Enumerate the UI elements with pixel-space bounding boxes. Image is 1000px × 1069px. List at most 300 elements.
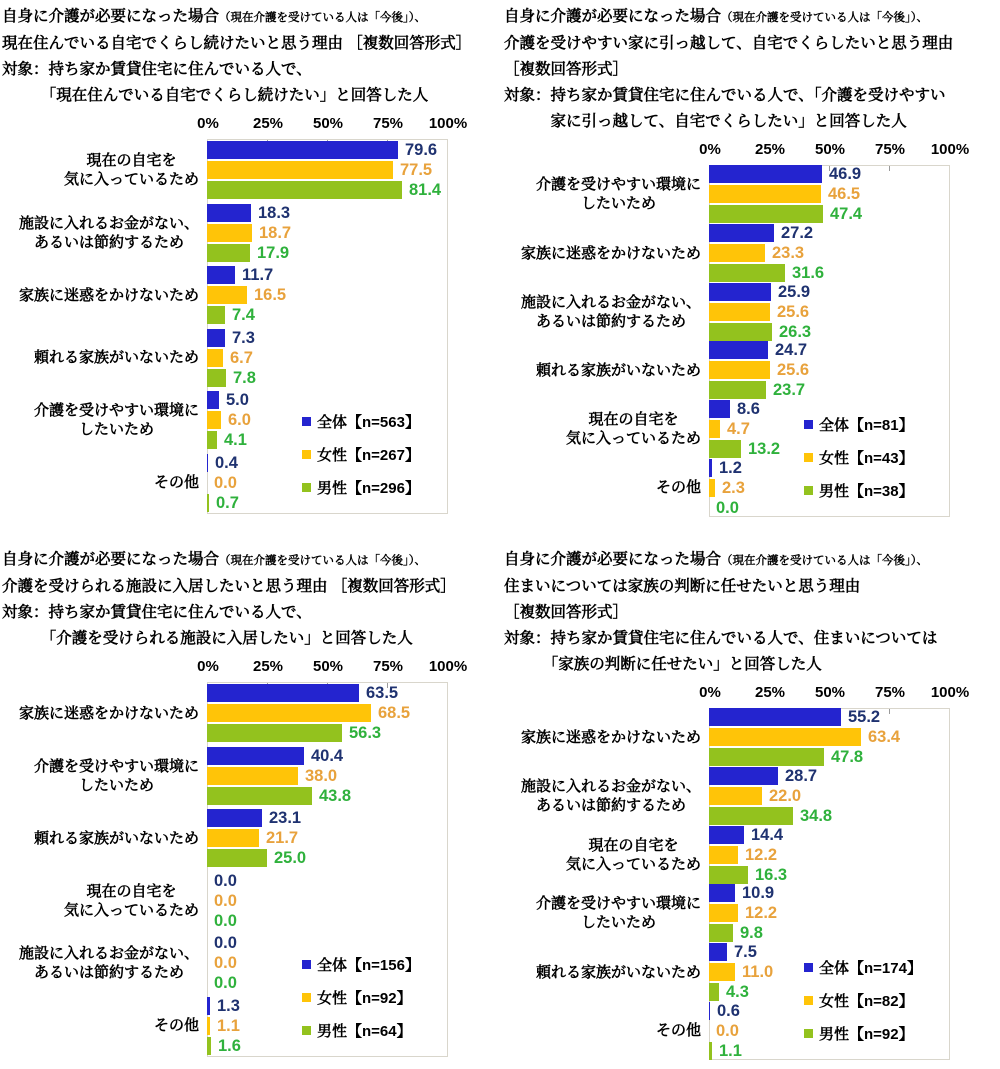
bar-全体 — [709, 1002, 710, 1020]
category-label-text — [536, 894, 701, 932]
value-label: 10.9 — [742, 884, 775, 903]
chart-title-text: 「現在住んでいる自宅でくらし続けたい」と回答した人 — [2, 87, 429, 104]
category-group — [2, 870, 498, 933]
axis-tick-label: 25% — [252, 115, 284, 132]
category-group — [2, 202, 498, 265]
bar-row — [709, 807, 949, 825]
category-label — [504, 175, 709, 213]
value-label: 18.3 — [258, 203, 291, 222]
category-label — [504, 410, 709, 448]
chart-title-line — [2, 4, 498, 31]
category-label-text — [34, 348, 199, 367]
bar-男性 — [709, 924, 733, 942]
bar-row — [709, 283, 949, 301]
bar-男性 — [207, 306, 225, 324]
value-label: 34.8 — [800, 807, 833, 825]
bar-row — [207, 306, 447, 324]
legend-label: 男性【n=92】 — [819, 1025, 914, 1043]
category-label-line: あるいは節約するため — [535, 312, 686, 330]
bar-男性 — [207, 787, 312, 805]
category-group — [504, 825, 1000, 884]
chart-module-move-care-facility — [2, 547, 498, 1057]
category-label — [504, 836, 709, 874]
category-label-line: その他 — [153, 1017, 199, 1035]
value-label: 0.6 — [717, 1001, 740, 1020]
category-label-line: その他 — [655, 1022, 701, 1040]
chart-title-line — [2, 31, 498, 57]
bar-row — [709, 341, 949, 359]
value-label: 1.6 — [218, 1036, 241, 1055]
bar-row — [207, 391, 447, 409]
value-label: 25.6 — [777, 302, 810, 321]
bar-row — [709, 361, 949, 379]
category-label-text — [536, 963, 701, 982]
axis-tick-label: 25% — [754, 141, 786, 158]
bar-男性 — [709, 866, 748, 884]
bar-女性 — [207, 1017, 210, 1035]
category-bars — [709, 283, 949, 341]
value-label: 16.5 — [254, 286, 287, 305]
bar-全体 — [207, 141, 398, 159]
value-label: 25.0 — [274, 849, 307, 868]
bar-全体 — [207, 747, 304, 765]
bar-全体 — [709, 283, 771, 301]
value-label: 46.5 — [828, 185, 861, 204]
category-group — [2, 682, 498, 745]
bar-row — [207, 912, 447, 930]
chart-title-text: 対象：持ち家か賃貸住宅に住んでいる人で、 — [2, 604, 312, 621]
chart-title-line — [2, 83, 498, 109]
bar-全体 — [207, 809, 262, 827]
bar-全体 — [709, 459, 712, 477]
chart-title-line — [2, 57, 498, 83]
bar-row — [207, 181, 447, 199]
value-label: 14.4 — [751, 825, 784, 844]
bar-全体 — [207, 329, 225, 347]
category-label — [2, 1016, 207, 1035]
bar-女性 — [709, 420, 720, 438]
category-group — [504, 165, 1000, 224]
x-axis — [504, 140, 1000, 162]
category-label-line: 気に入っているため — [565, 430, 701, 448]
value-label: 0.0 — [716, 498, 739, 517]
chart-title-text: （現在介護を受けている人は「今後」）、 — [219, 555, 427, 567]
value-label: 7.3 — [232, 328, 255, 347]
chart-title — [2, 547, 498, 652]
category-label-line: 家族に迷惑をかけないため — [520, 244, 701, 262]
chart-title-text: 対象：持ち家か賃貸住宅に住んでいる人で、 — [2, 61, 312, 78]
value-label: 1.3 — [217, 996, 240, 1015]
bar-row — [709, 787, 949, 805]
value-label: 2.3 — [722, 478, 745, 497]
chart-module-family-decision — [504, 547, 1000, 1060]
category-label — [2, 704, 207, 723]
bar-女性 — [207, 349, 223, 367]
bar-row — [207, 161, 447, 179]
bar-女性 — [207, 161, 393, 179]
chart-area — [504, 140, 1000, 517]
bar-男性 — [709, 1042, 712, 1060]
category-group — [504, 400, 1000, 459]
chart-title-line — [504, 57, 1000, 83]
legend-marker-全体 — [302, 417, 311, 426]
axis-tick-label: 50% — [814, 684, 846, 701]
bar-全体 — [709, 224, 774, 242]
value-label: 18.7 — [259, 223, 292, 242]
bar-row — [709, 303, 949, 321]
category-label-line: 介護を受けやすい環境に — [33, 402, 199, 420]
bar-row — [709, 224, 949, 242]
bar-全体 — [709, 826, 744, 844]
legend-item — [804, 447, 914, 467]
category-label-line: その他 — [655, 479, 701, 497]
chart-title-text: 介護を受けられる施設に入居したいと思う理由 ［複数回答形式］ — [2, 578, 456, 595]
bar-女性 — [207, 829, 259, 847]
bar-row — [709, 866, 949, 884]
category-label — [2, 757, 207, 795]
plot-body — [504, 708, 1000, 1060]
bar-row — [207, 329, 447, 347]
bar-全体 — [709, 708, 841, 726]
category-label-line: 施設に入れるお金がない、 — [520, 293, 701, 311]
bar-row — [709, 205, 949, 223]
category-label — [504, 293, 709, 331]
legend-label: 全体【n=81】 — [819, 416, 914, 434]
bar-男性 — [709, 264, 785, 282]
chart-title-text: （現在介護を受けている人は「今後」）、 — [721, 555, 929, 567]
axis-tick-label: 100% — [428, 115, 468, 132]
value-label: 13.2 — [748, 440, 781, 459]
bar-row — [207, 872, 447, 890]
bar-row — [709, 826, 949, 844]
chart-module-stay-in-current-home — [2, 4, 498, 514]
bar-男性 — [207, 494, 209, 512]
category-label-text — [19, 944, 199, 982]
category-group — [2, 807, 498, 870]
x-axis — [504, 683, 1000, 705]
value-label: 4.3 — [726, 983, 749, 1002]
value-label: 12.2 — [745, 845, 778, 864]
chart-title-text: 「介護を受けられる施設に入居したい」と回答した人 — [2, 630, 413, 647]
chart-title-text: ［複数回答形式］ — [504, 604, 629, 621]
category-label-line: 気に入っているため — [63, 901, 199, 919]
bar-row — [207, 286, 447, 304]
value-label: 7.8 — [233, 368, 256, 387]
bar-女性 — [709, 303, 770, 321]
value-label: 21.7 — [266, 829, 299, 848]
bar-全体 — [709, 165, 822, 183]
axis-tick-label: 50% — [312, 658, 344, 675]
bar-男性 — [709, 205, 823, 223]
bar-男性 — [207, 1037, 211, 1055]
category-group — [2, 995, 498, 1058]
bar-groups — [2, 682, 498, 1057]
bar-男性 — [709, 323, 772, 341]
axis-tick-label: 100% — [930, 141, 970, 158]
axis-tick-label: 25% — [754, 684, 786, 701]
plot-body — [2, 139, 498, 514]
value-label: 26.3 — [779, 322, 812, 341]
chart-title-line — [504, 652, 1000, 678]
category-bars — [709, 767, 949, 825]
category-group — [504, 1001, 1000, 1060]
value-label: 0.4 — [215, 453, 238, 472]
bar-row — [709, 924, 949, 942]
chart-title-text: ［複数回答形式］ — [504, 61, 629, 78]
category-label-line: したいため — [580, 914, 656, 932]
category-label-text — [656, 478, 701, 497]
category-label-line: 施設に入れるお金がない、 — [520, 778, 701, 795]
value-label: 12.2 — [745, 904, 778, 923]
legend-item — [302, 477, 420, 497]
category-label — [504, 777, 709, 815]
bar-row — [709, 708, 949, 726]
legend-label: 男性【n=64】 — [317, 1022, 412, 1040]
bar-groups — [504, 165, 1000, 517]
value-label: 6.0 — [228, 411, 251, 430]
chart-title-text: 住まいについては家族の判断に任せたいと思う理由 — [504, 578, 861, 595]
chart-title — [504, 547, 1000, 678]
category-label — [2, 944, 207, 982]
bar-row — [207, 369, 447, 387]
chart-title-text: 介護を受けやすい家に引っ越して、自宅でくらしたいと思う理由 — [504, 35, 954, 52]
value-label: 23.7 — [773, 381, 806, 400]
bar-row — [207, 724, 447, 742]
legend-marker-男性 — [302, 1026, 311, 1035]
category-label — [504, 728, 709, 747]
chart-module-move-care-friendly-home — [504, 4, 1000, 517]
category-label — [504, 1021, 709, 1040]
chart-title-line — [504, 83, 1000, 109]
value-label: 0.7 — [216, 493, 239, 512]
category-label-line: 施設に入れるお金がない、 — [18, 214, 199, 232]
bar-女性 — [709, 963, 735, 981]
bar-男性 — [207, 849, 267, 867]
value-label: 23.1 — [269, 809, 302, 828]
category-label-line: 家族に迷惑をかけないため — [18, 704, 199, 722]
category-label-line: 介護を受けやすい環境に — [535, 176, 701, 194]
bar-row — [207, 204, 447, 222]
category-label — [2, 348, 207, 367]
legend — [302, 954, 420, 1040]
value-label: 16.3 — [755, 865, 788, 884]
bar-row — [207, 244, 447, 262]
chart-title — [2, 4, 498, 109]
category-bars — [207, 141, 447, 199]
bar-女性 — [709, 846, 738, 864]
axis-tick-label: 50% — [814, 141, 846, 158]
category-group — [504, 884, 1000, 943]
bar-男性 — [709, 748, 824, 766]
category-label-line: 現在の自宅を — [588, 411, 679, 429]
bar-row — [207, 224, 447, 242]
category-label — [2, 151, 207, 189]
category-bars — [709, 708, 949, 766]
axis-tick-label: 75% — [874, 141, 906, 158]
category-label-text — [34, 829, 199, 848]
category-bars — [709, 884, 949, 942]
bar-女性 — [709, 904, 738, 922]
category-label — [504, 478, 709, 497]
value-label: 47.4 — [830, 205, 863, 224]
bar-row — [207, 934, 447, 952]
plot-body — [2, 682, 498, 1057]
value-label: 25.9 — [778, 282, 811, 301]
legend-marker-全体 — [302, 960, 311, 969]
bar-全体 — [207, 997, 210, 1015]
bar-row — [709, 381, 949, 399]
category-label-line: 家族に迷惑をかけないため — [18, 286, 199, 304]
axis-tick-label: 0% — [197, 658, 219, 675]
value-label: 7.4 — [232, 306, 255, 325]
category-label-line: 現在の自宅を — [86, 882, 177, 900]
chart-title-line — [504, 600, 1000, 626]
bar-row — [207, 892, 447, 910]
legend-item — [804, 957, 922, 977]
legend-item — [302, 411, 420, 431]
bar-男性 — [709, 983, 719, 1001]
bar-男性 — [207, 724, 342, 742]
category-label-text — [19, 704, 199, 723]
bar-row — [207, 809, 447, 827]
value-label: 63.4 — [868, 728, 901, 747]
bar-全体 — [709, 943, 727, 961]
bar-男性 — [207, 431, 217, 449]
value-label: 4.7 — [727, 420, 750, 439]
value-label: 68.5 — [378, 704, 411, 723]
legend-item — [302, 954, 420, 974]
category-label-text — [34, 401, 199, 439]
bar-row — [207, 704, 447, 722]
category-label — [504, 894, 709, 932]
x-axis — [2, 657, 498, 679]
chart-title-text: 自身に介護が必要になった場合 — [504, 551, 722, 568]
category-label — [504, 361, 709, 380]
category-label-line: 頼れる家族がいないため — [33, 349, 199, 367]
legend-item — [302, 987, 420, 1007]
category-bars — [709, 165, 949, 223]
category-bars — [207, 204, 447, 262]
category-label-text — [64, 882, 199, 920]
value-label: 38.0 — [305, 766, 338, 785]
bar-男性 — [709, 440, 741, 458]
category-group — [504, 458, 1000, 517]
category-bars — [207, 266, 447, 324]
bar-row — [207, 767, 447, 785]
chart-title-line — [2, 574, 498, 600]
category-group — [2, 452, 498, 515]
axis-tick-label: 0% — [699, 684, 721, 701]
legend-label: 全体【n=174】 — [819, 959, 922, 977]
category-label-text — [521, 777, 701, 815]
bar-row — [207, 849, 447, 867]
bar-女性 — [709, 185, 821, 203]
bar-groups — [2, 139, 498, 514]
bar-全体 — [207, 204, 251, 222]
chart-title-text: 対象：持ち家か賃貸住宅に住んでいる人で、住まいについては — [504, 630, 938, 647]
axis-tick-label: 75% — [874, 684, 906, 701]
bar-row — [709, 244, 949, 262]
value-label: 1.1 — [719, 1041, 742, 1060]
category-label-line: 頼れる家族がいないため — [535, 963, 701, 981]
chart-title-text: 自身に介護が必要になった場合 — [2, 8, 220, 25]
value-label: 6.7 — [230, 348, 253, 367]
value-label: 22.0 — [769, 787, 802, 805]
category-label-text — [566, 836, 701, 874]
chart-title-text: 現在住んでいる自宅でくらし続けたいと思う理由 ［複数回答形式］ — [2, 35, 472, 52]
category-group — [2, 327, 498, 390]
category-label-text — [536, 175, 701, 213]
category-label-text — [19, 214, 199, 252]
value-label: 55.2 — [848, 708, 881, 727]
category-group — [504, 341, 1000, 400]
plot-body — [504, 165, 1000, 517]
legend-marker-男性 — [302, 483, 311, 492]
legend-marker-男性 — [804, 486, 813, 495]
chart-title-text: 家に引っ越して、自宅でくらしたい」と回答した人 — [504, 113, 907, 130]
legend — [804, 414, 914, 500]
legend-label: 女性【n=82】 — [819, 992, 914, 1010]
category-group — [504, 767, 1000, 826]
category-label — [2, 829, 207, 848]
bar-row — [207, 266, 447, 284]
category-label-line: 施設に入れるお金がない、 — [18, 945, 199, 963]
value-label: 1.2 — [719, 458, 742, 477]
category-group — [2, 139, 498, 202]
value-label: 4.1 — [224, 431, 247, 450]
bar-男性 — [709, 381, 766, 399]
legend-label: 男性【n=296】 — [317, 479, 420, 497]
value-label: 46.9 — [829, 165, 862, 184]
bar-groups — [504, 708, 1000, 1060]
category-label-line: 家族に迷惑をかけないため — [520, 728, 701, 746]
chart-title-line — [504, 574, 1000, 600]
category-label — [2, 214, 207, 252]
bar-row — [709, 748, 949, 766]
category-label-line: あるいは節約するため — [535, 797, 686, 814]
legend-item — [302, 444, 420, 464]
category-bars — [207, 872, 447, 930]
category-label-line: あるいは節約するため — [33, 233, 184, 251]
category-label-text — [64, 151, 199, 189]
value-label: 0.0 — [214, 954, 237, 973]
chart-title-line — [2, 626, 498, 652]
value-label: 79.6 — [405, 141, 438, 160]
bar-男性 — [207, 181, 402, 199]
category-bars — [709, 826, 949, 884]
bar-row — [709, 1042, 949, 1060]
category-label-text — [521, 244, 701, 263]
category-bars — [709, 341, 949, 399]
chart-title-line — [504, 109, 1000, 135]
value-label: 23.3 — [772, 244, 805, 262]
category-bars — [207, 809, 447, 867]
chart-title-line — [504, 626, 1000, 652]
category-group — [504, 282, 1000, 341]
bar-row — [709, 165, 949, 183]
chart-title-line — [2, 547, 498, 574]
category-label-text — [19, 286, 199, 305]
category-label-text — [536, 361, 701, 380]
category-label-line: したいため — [580, 195, 656, 213]
axis-tick-label: 50% — [312, 115, 344, 132]
legend-label: 女性【n=267】 — [317, 446, 420, 464]
bar-全体 — [709, 400, 730, 418]
category-label-line: 介護を受けやすい環境に — [33, 757, 199, 775]
value-label: 77.5 — [400, 161, 433, 180]
bar-全体 — [709, 767, 778, 785]
bar-全体 — [207, 391, 219, 409]
